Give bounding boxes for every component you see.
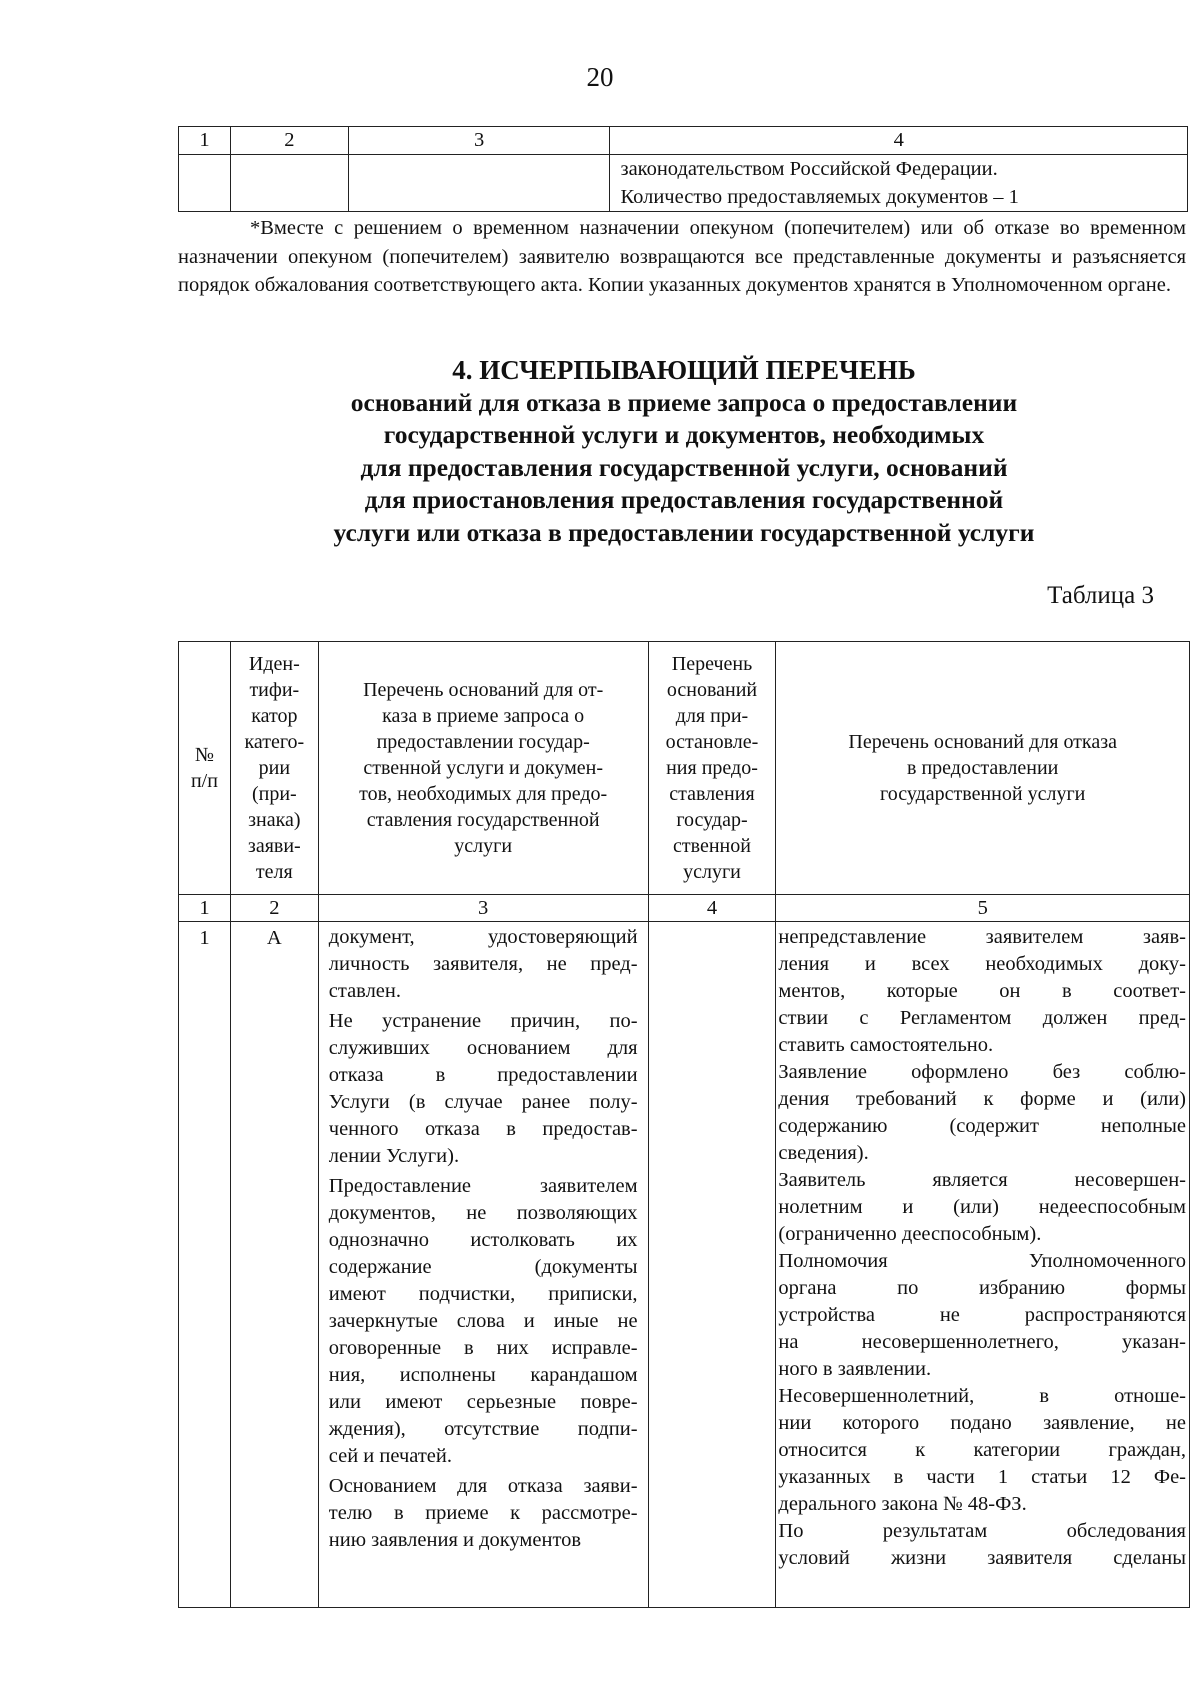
text-line: отказа в предоставлении bbox=[328, 1064, 638, 1086]
text-line: условий жизни заявителя сделаны bbox=[778, 1547, 1186, 1569]
header-line: теля bbox=[255, 861, 293, 883]
table-3-header-row bbox=[179, 642, 1190, 895]
text-line: органа по избранию формы bbox=[778, 1277, 1186, 1299]
header-line: ственной bbox=[673, 835, 751, 857]
text-line: лении Услуги). bbox=[328, 1145, 460, 1167]
text-line: указанных в части 1 статьи 12 Фе- bbox=[778, 1466, 1186, 1488]
text-line: Услуги (в случае ранее полу- bbox=[328, 1091, 638, 1113]
row-identifier: А bbox=[230, 922, 318, 1608]
header-line: рии bbox=[258, 757, 291, 779]
column-number: 5 bbox=[776, 895, 1190, 922]
empty-cell bbox=[230, 155, 348, 212]
header-line: Перечень оснований для отказа bbox=[848, 731, 1117, 753]
header-line: Иден- bbox=[248, 653, 300, 675]
header-line: катор bbox=[251, 705, 298, 727]
row-number: 1 bbox=[179, 922, 231, 1608]
header-line: ставления государственной bbox=[366, 809, 600, 831]
text-line: на несовершеннолетнего, указан- bbox=[778, 1331, 1186, 1353]
header-number bbox=[179, 642, 231, 895]
text-line: ствии с Регламентом должен пред- bbox=[778, 1007, 1186, 1029]
text-line: служивших основанием для bbox=[328, 1037, 638, 1059]
text-line: документов, не позволяющих bbox=[328, 1202, 638, 1224]
empty-cell bbox=[648, 922, 776, 1608]
text-line: (ограниченно дееспособным). bbox=[778, 1223, 1042, 1245]
column-number: 1 bbox=[179, 895, 231, 922]
continued-table bbox=[178, 126, 1188, 212]
table-3 bbox=[178, 641, 1190, 1608]
heading-line: 4. ИСЧЕРПЫВАЮЩИЙ ПЕРЕЧЕНЬ bbox=[452, 355, 916, 385]
text-line: ченного отказа в предостав- bbox=[328, 1118, 638, 1140]
cell-line: Количество предоставляемых документов – 1 bbox=[620, 186, 1019, 208]
heading-line: оснований для отказа в приеме запроса о предоставлении bbox=[350, 387, 1018, 417]
text-line: ставлен. bbox=[328, 980, 402, 1002]
heading-line: для приостановления предоставления государственной bbox=[364, 485, 1004, 514]
header-line: услуги bbox=[454, 835, 513, 857]
header-line: № bbox=[194, 744, 214, 766]
header-line: заяви- bbox=[247, 835, 301, 857]
text-line: Заявление оформлено без соблю- bbox=[778, 1061, 1186, 1083]
header-line: для при- bbox=[675, 705, 749, 727]
text-line: нии которого подано заявление, не bbox=[778, 1412, 1186, 1434]
text-line: устройства не распространяются bbox=[778, 1304, 1186, 1326]
text-line: Предоставление заявителем bbox=[328, 1175, 638, 1197]
text-line: документ, удостоверяющий bbox=[328, 926, 638, 948]
header-refusal-service bbox=[776, 642, 1190, 895]
paragraph bbox=[778, 924, 1186, 1059]
text-line: ментов, которые он в соответ- bbox=[778, 980, 1186, 1002]
footnote: *Вместе с решением о временном назначении опекуном (попечителем) или об отказе во временном назначении опекуном (попечителем) заявителю возвращаются все представленные документы и разъясняется порядок обжалования соответствующего акта. Копии указанных документов хранятся в Уполномоченном органе. bbox=[178, 217, 1186, 296]
paragraph bbox=[329, 924, 638, 1005]
text-line: Основанием для отказа заяви- bbox=[328, 1475, 638, 1497]
header-line: в предоставлении bbox=[907, 757, 1059, 779]
column-number: 3 bbox=[318, 895, 648, 922]
continued-table-header-row bbox=[179, 127, 1188, 155]
header-line: (при- bbox=[251, 783, 297, 805]
text-line: нолетним и (или) недееспособным bbox=[778, 1196, 1186, 1218]
text-line: личность заявителя, не пред- bbox=[328, 953, 638, 975]
header-cell: 4 bbox=[610, 127, 1188, 155]
column-number: 2 bbox=[230, 895, 318, 922]
text-line: ления и всех необходимых доку- bbox=[778, 953, 1186, 975]
text-line: или имеют серьезные повре- bbox=[328, 1391, 638, 1413]
refusal-reception-cell bbox=[318, 922, 648, 1608]
header-cell: 3 bbox=[348, 127, 610, 155]
header-line: ставления bbox=[669, 783, 755, 805]
header-line: остановле- bbox=[665, 731, 759, 753]
text-line: По результатам обследования bbox=[778, 1520, 1186, 1542]
text-line: Заявитель является несовершен- bbox=[778, 1169, 1186, 1191]
paragraph bbox=[329, 1473, 638, 1554]
table-3-number-row bbox=[179, 895, 1190, 922]
header-line: тифи- bbox=[249, 679, 300, 701]
header-line: оснований bbox=[666, 679, 758, 701]
text-line: Не устранение причин, по- bbox=[328, 1010, 638, 1032]
text-line: содержание (документы bbox=[328, 1256, 638, 1278]
section-heading bbox=[178, 354, 1190, 549]
header-line: государственной услуги bbox=[880, 783, 1086, 805]
table-row bbox=[179, 922, 1190, 1608]
text-line: ного в заявлении. bbox=[778, 1358, 932, 1380]
table-cell bbox=[610, 155, 1188, 212]
header-cell: 2 bbox=[230, 127, 348, 155]
header-line: Перечень оснований для от- bbox=[363, 679, 604, 701]
refusal-service-cell bbox=[776, 922, 1190, 1608]
text-line: однозначно истолковать их bbox=[328, 1229, 638, 1251]
header-identifier bbox=[230, 642, 318, 895]
paragraph bbox=[778, 1518, 1186, 1572]
header-line: п/п bbox=[190, 770, 218, 792]
paragraph bbox=[329, 1173, 638, 1470]
text-line: дения требований к форме и (или) bbox=[778, 1088, 1186, 1110]
header-line: ния предо- bbox=[666, 757, 758, 779]
text-line: оговоренные в них исправле- bbox=[328, 1337, 638, 1359]
text-line: зачеркнутые слова и иные не bbox=[328, 1310, 638, 1332]
header-line: катего- bbox=[244, 731, 305, 753]
cell-line: законодательством Российской Федерации. bbox=[620, 158, 998, 180]
column-number: 4 bbox=[648, 895, 776, 922]
text-line: нию заявления и документов bbox=[328, 1529, 582, 1551]
text-line: телю в приеме к рассмотре- bbox=[328, 1502, 638, 1524]
header-line: услуги bbox=[683, 861, 741, 883]
header-line: предоставлении государ- bbox=[376, 731, 590, 753]
text-line: содержанию (содержит неполные bbox=[778, 1115, 1186, 1137]
continued-table-row bbox=[179, 155, 1188, 212]
paragraph bbox=[778, 1059, 1186, 1167]
text-line: Полномочия Уполномоченного bbox=[778, 1250, 1186, 1272]
text-line: дерального закона № 48-ФЗ. bbox=[778, 1493, 1027, 1515]
page-number: 20 bbox=[586, 62, 614, 92]
text-line: ния, исполнены карандашом bbox=[328, 1364, 638, 1386]
text-line: ждения), отсутствие подпи- bbox=[328, 1418, 638, 1440]
header-line: Перечень bbox=[671, 653, 753, 675]
empty-cell bbox=[179, 155, 231, 212]
header-line: ственной услуги и докумен- bbox=[363, 757, 603, 779]
text-line: относится к категории граждан, bbox=[778, 1439, 1186, 1461]
header-suspension bbox=[648, 642, 776, 895]
header-line: знака) bbox=[248, 809, 301, 831]
table-label: Таблица 3 bbox=[1047, 582, 1154, 609]
header-line: каза в приеме запроса о bbox=[382, 705, 585, 727]
paragraph bbox=[778, 1248, 1186, 1383]
paragraph bbox=[778, 1167, 1186, 1248]
paragraph bbox=[329, 1008, 638, 1170]
heading-line: государственной услуги и документов, необходимых bbox=[383, 420, 985, 449]
heading-line: услуги или отказа в предоставлении государственной услуги bbox=[333, 517, 1035, 547]
heading-line: для предоставления государственной услуги, оснований bbox=[360, 452, 1008, 482]
text-line: ставить самостоятельно. bbox=[778, 1034, 994, 1056]
header-line: тов, необходимых для предо- bbox=[359, 783, 608, 805]
empty-cell bbox=[348, 155, 610, 212]
text-line: сей и печатей. bbox=[328, 1445, 452, 1467]
text-line: Несовершеннолетний, в отноше- bbox=[778, 1385, 1186, 1407]
header-refusal-reception bbox=[318, 642, 648, 895]
text-line: непредставление заявителем заяв- bbox=[778, 926, 1186, 948]
text-line: имеют подчистки, приписки, bbox=[328, 1283, 638, 1305]
paragraph bbox=[778, 1383, 1186, 1518]
header-line: государ- bbox=[676, 809, 748, 831]
text-line: сведения). bbox=[778, 1142, 869, 1164]
header-cell: 1 bbox=[179, 127, 231, 155]
